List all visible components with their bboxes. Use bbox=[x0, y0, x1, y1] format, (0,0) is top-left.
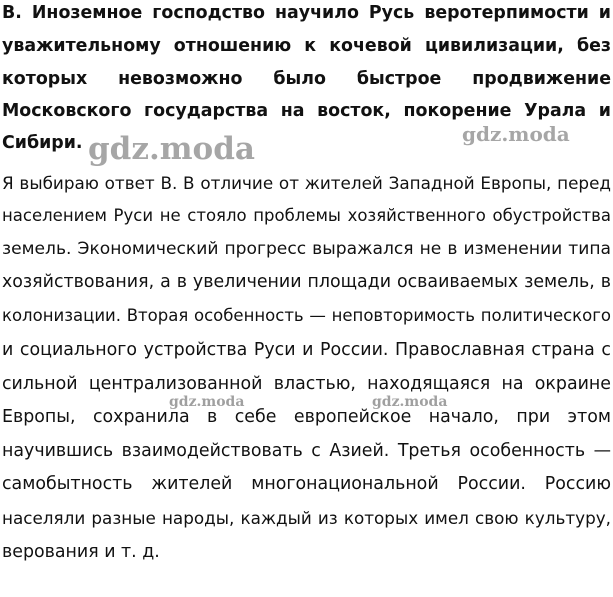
question-line-5: Сибири. bbox=[2, 133, 83, 153]
answer-line-10: самобытность жителей многонациональной России. Россию bbox=[2, 474, 611, 494]
answer-line-5: колонизации. Вторая особенность — неповторимость политического bbox=[2, 306, 611, 325]
answer-line-11: населяли разные народы, каждый из которых имел свою культуру, bbox=[2, 508, 611, 528]
watermark-mid-left: gdz.moda bbox=[169, 394, 245, 410]
answer-line-8: Европы, сохранила в себе европейское начало, при этом bbox=[2, 407, 611, 427]
answer-line-9: научившись взаимодействовать с Азией. Третья особенность — bbox=[2, 441, 611, 461]
answer-line-7: сильной централизованной властью, находящаяся на окраине bbox=[2, 374, 611, 394]
question-line-4: Московского государства на восток, покорение Урала и bbox=[2, 101, 611, 121]
question-line-3: которых невозможно было быстрое продвижение bbox=[2, 69, 611, 89]
watermark-large: gdz.moda bbox=[88, 131, 255, 167]
question-line-2: уважительному отношению к кочевой цивилизации, без bbox=[2, 36, 611, 56]
answer-line-4: хозяйствования, а в увеличении площади осваиваемых земель, в bbox=[2, 272, 611, 292]
answer-line-2: населением Руси не стояло проблемы хозяйственного обустройства bbox=[2, 206, 611, 225]
answer-line-6: и социального устройства Руси и России. Православная страна с bbox=[2, 340, 611, 360]
question-line-1: В. Иноземное господство научило Русь веротерпимости и bbox=[2, 3, 611, 23]
answer-line-3: земель. Экономический прогресс выражался не в изменении типа bbox=[2, 239, 611, 259]
watermark-mid-right: gdz.moda bbox=[372, 394, 448, 410]
answer-line-1: Я выбираю ответ В. В отличие от жителей Западной Европы, перед bbox=[2, 173, 611, 193]
watermark-top-right: gdz.moda bbox=[462, 122, 570, 146]
answer-line-12: верования и т. д. bbox=[2, 542, 160, 562]
